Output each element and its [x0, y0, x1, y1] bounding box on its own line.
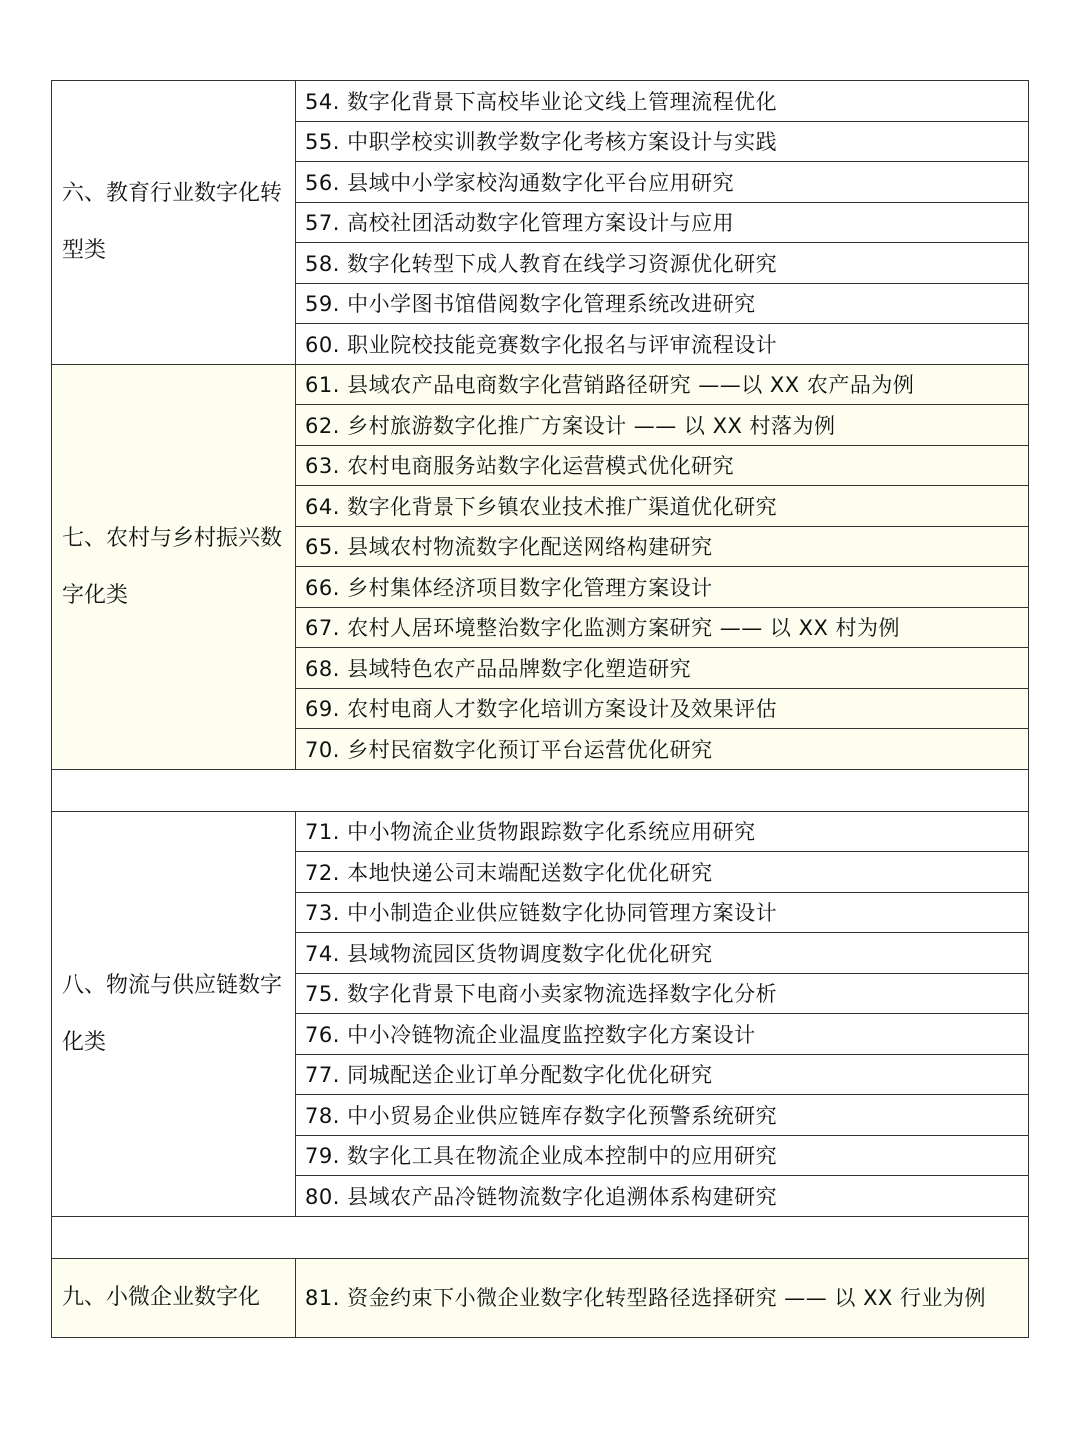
blank-cell	[52, 769, 1029, 811]
category-cell: 九、小微企业数字化	[52, 1258, 296, 1337]
topic-item: 71. 中小物流企业货物跟踪数字化系统应用研究	[296, 811, 1029, 852]
topic-item: 64. 数字化背景下乡镇农业技术推广渠道优化研究	[296, 486, 1029, 527]
topic-item: 69. 农村电商人才数字化培训方案设计及效果评估	[296, 688, 1029, 729]
topic-item: 76. 中小冷链物流企业温度监控数字化方案设计	[296, 1014, 1029, 1055]
topic-item: 75. 数字化背景下电商小卖家物流选择数字化分析	[296, 973, 1029, 1014]
topic-item: 62. 乡村旅游数字化推广方案设计 —— 以 XX 村落为例	[296, 405, 1029, 446]
topic-item: 78. 中小贸易企业供应链库存数字化预警系统研究	[296, 1095, 1029, 1136]
topic-item: 63. 农村电商服务站数字化运营模式优化研究	[296, 445, 1029, 486]
category-cell: 八、物流与供应链数字化类	[52, 811, 296, 1216]
topic-item: 66. 乡村集体经济项目数字化管理方案设计	[296, 567, 1029, 608]
topic-item: 60. 职业院校技能竞赛数字化报名与评审流程设计	[296, 324, 1029, 365]
topic-item: 57. 高校社团活动数字化管理方案设计与应用	[296, 202, 1029, 243]
topic-item: 74. 县域物流园区货物调度数字化优化研究	[296, 933, 1029, 974]
category-cell: 六、教育行业数字化转型类	[52, 81, 296, 365]
topic-item: 81. 资金约束下小微企业数字化转型路径选择研究 —— 以 XX 行业为例	[296, 1258, 1029, 1337]
topic-item: 67. 农村人居环境整治数字化监测方案研究 —— 以 XX 村为例	[296, 607, 1029, 648]
topic-table	[51, 80, 1029, 1338]
topic-item: 65. 县域农村物流数字化配送网络构建研究	[296, 526, 1029, 567]
blank-row	[52, 769, 1029, 811]
topic-item: 80. 县域农产品冷链物流数字化追溯体系构建研究	[296, 1176, 1029, 1217]
topic-item: 70. 乡村民宿数字化预订平台运营优化研究	[296, 729, 1029, 770]
topic-item: 72. 本地快递公司末端配送数字化优化研究	[296, 852, 1029, 893]
topic-item: 55. 中职学校实训教学数字化考核方案设计与实践	[296, 121, 1029, 162]
topic-item: 73. 中小制造企业供应链数字化协同管理方案设计	[296, 892, 1029, 933]
table-row	[52, 811, 1029, 852]
topic-item: 79. 数字化工具在物流企业成本控制中的应用研究	[296, 1135, 1029, 1176]
topic-item: 59. 中小学图书馆借阅数字化管理系统改进研究	[296, 283, 1029, 324]
category-cell: 七、农村与乡村振兴数字化类	[52, 364, 296, 769]
topic-item: 54. 数字化背景下高校毕业论文线上管理流程优化	[296, 81, 1029, 122]
blank-row	[52, 1216, 1029, 1258]
table-row	[52, 364, 1029, 405]
table-row	[52, 1258, 1029, 1337]
topic-item: 68. 县域特色农产品品牌数字化塑造研究	[296, 648, 1029, 689]
topic-item: 61. 县域农产品电商数字化营销路径研究 ——以 XX 农产品为例	[296, 364, 1029, 405]
topic-item: 77. 同城配送企业订单分配数字化优化研究	[296, 1054, 1029, 1095]
blank-cell	[52, 1216, 1029, 1258]
topic-item: 58. 数字化转型下成人教育在线学习资源优化研究	[296, 243, 1029, 284]
topic-item: 56. 县域中小学家校沟通数字化平台应用研究	[296, 162, 1029, 203]
table-row	[52, 81, 1029, 122]
